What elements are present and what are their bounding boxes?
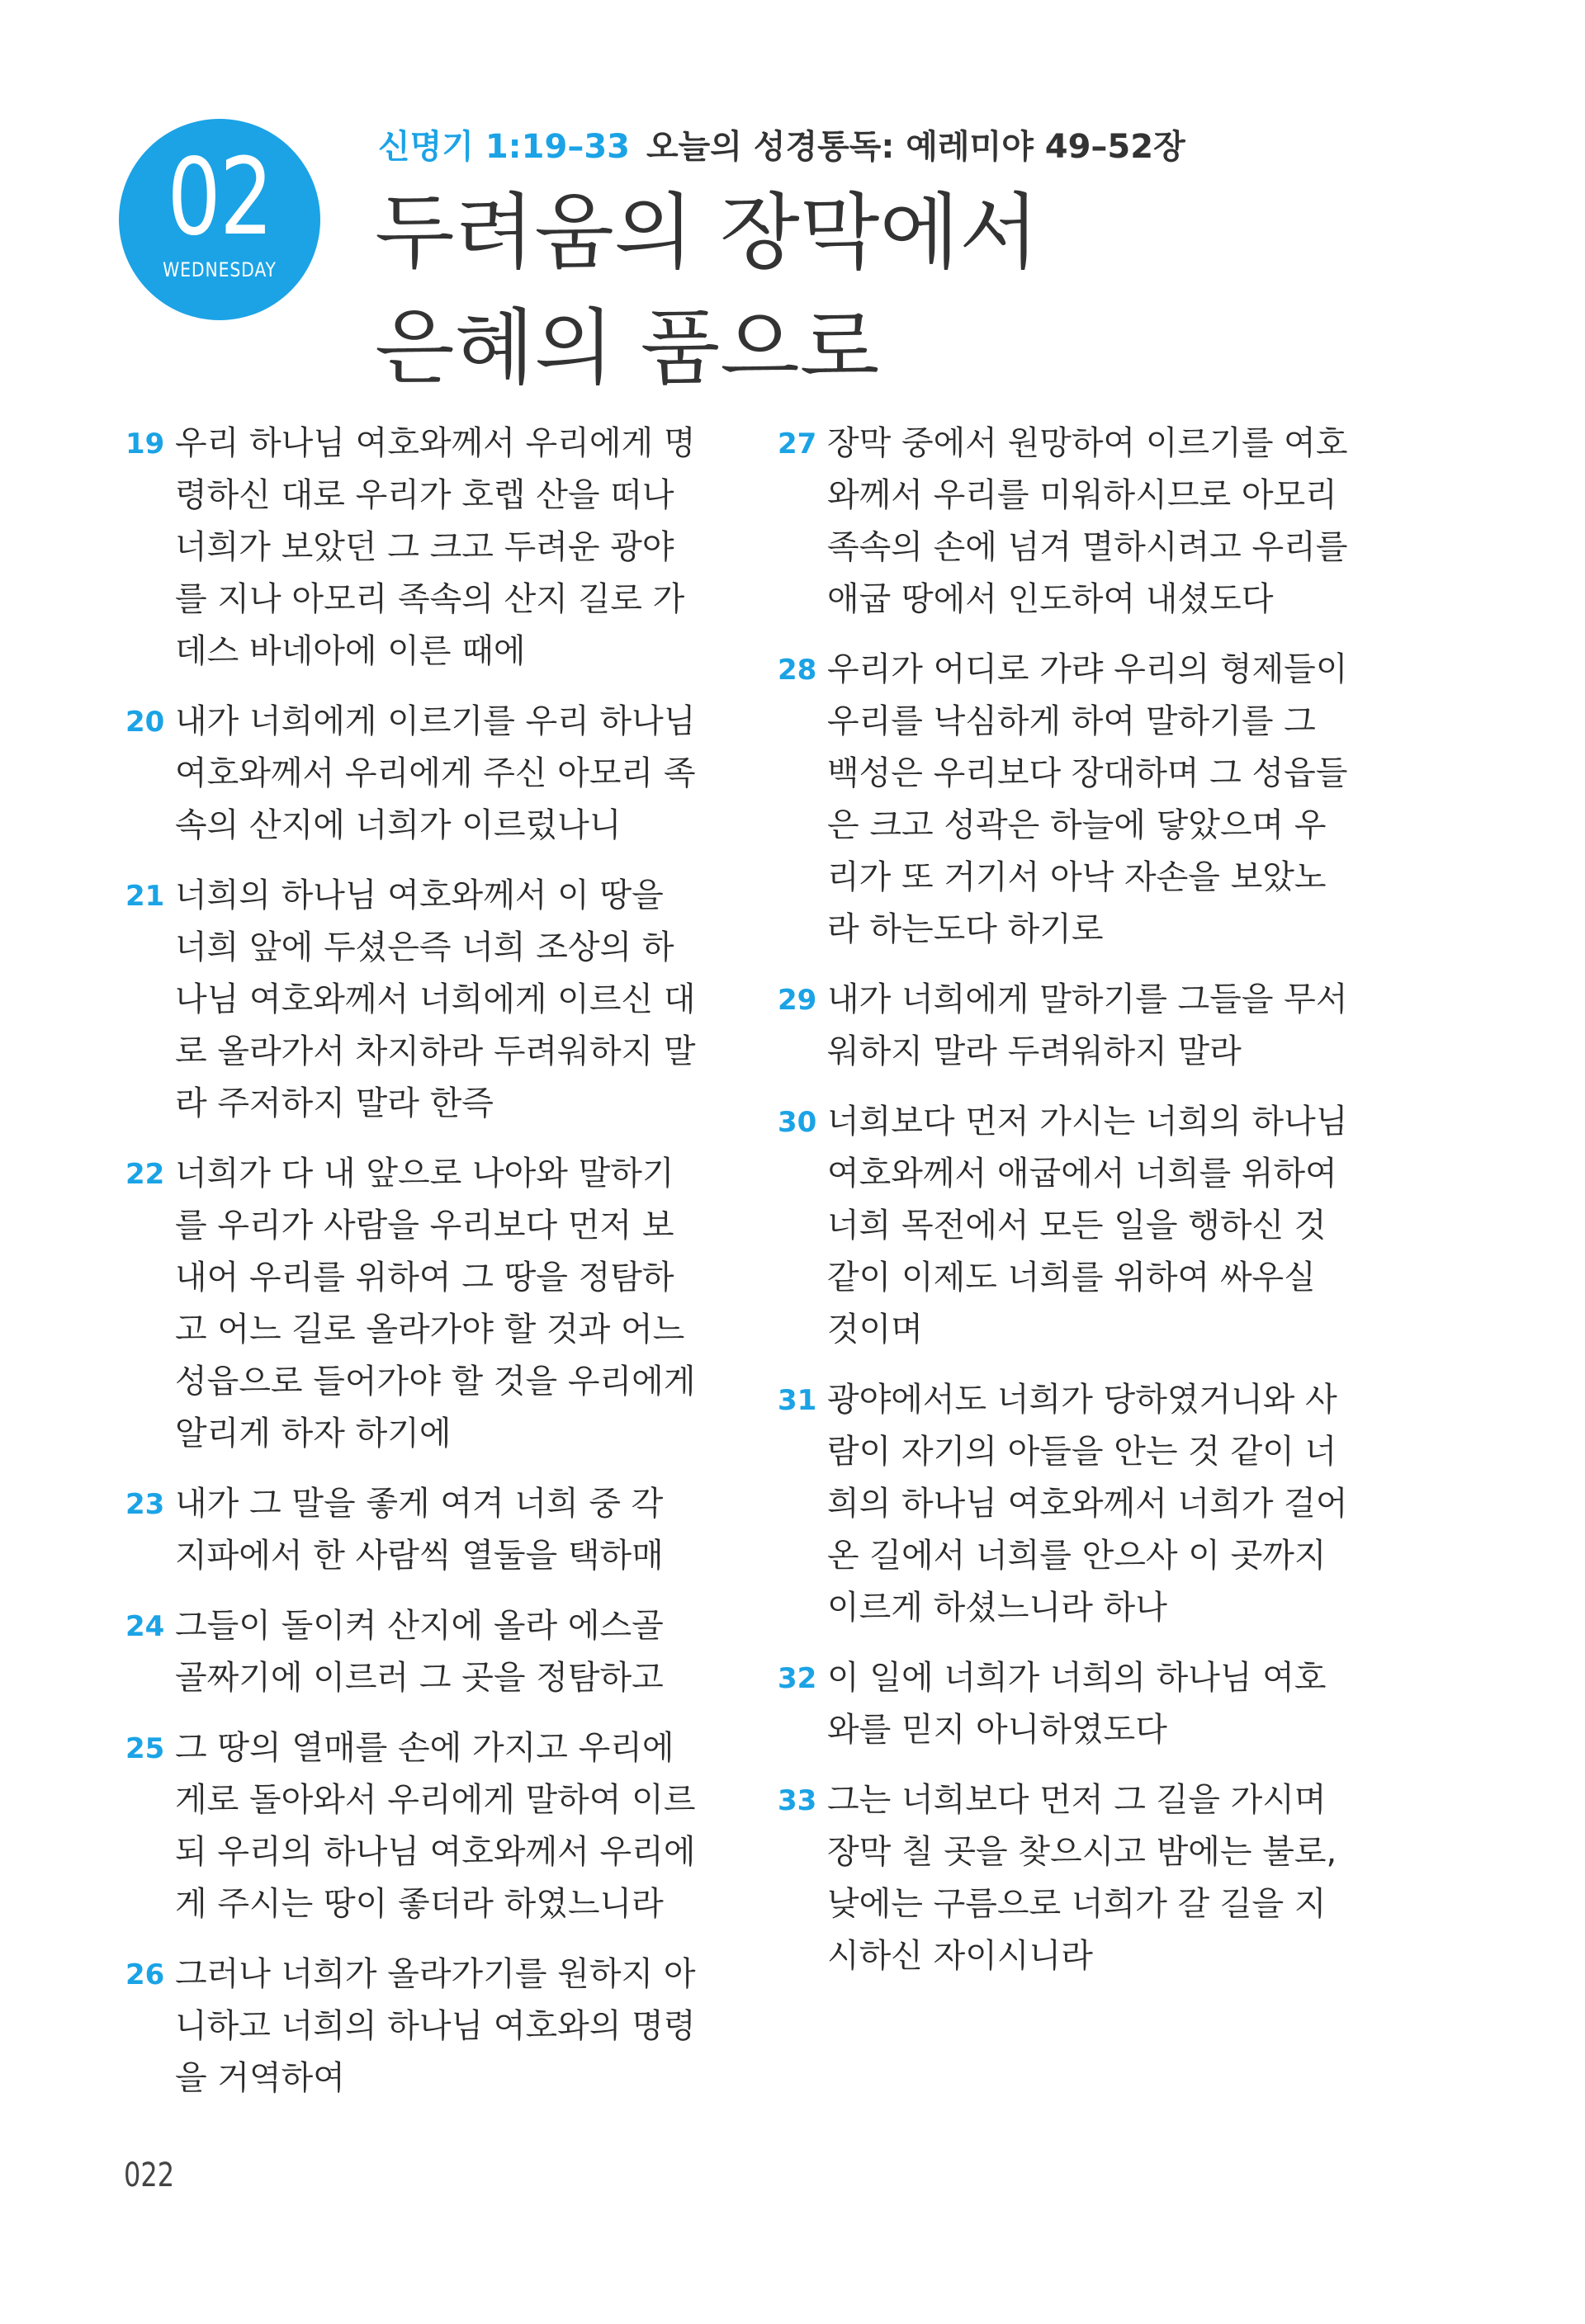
verse-text-line: 라 하는도다 하기로 bbox=[827, 910, 1104, 948]
verse-text-line: 나님 여호와께서 너희에게 이르신 대 bbox=[175, 980, 696, 1018]
verse-text-line: 이 일에 너희가 너희의 하나님 여호 bbox=[827, 1659, 1327, 1697]
verse-number: 27 bbox=[778, 427, 817, 461]
verse-25 bbox=[124, 1722, 735, 1930]
verse-30 bbox=[776, 1096, 1387, 1356]
verse-text-line: 장막 중에서 원망하여 이르기를 여호 bbox=[827, 424, 1348, 462]
verse-number: 23 bbox=[125, 1488, 165, 1521]
verse-text-line: 리가 또 거기서 아낙 자손을 보았노 bbox=[827, 858, 1327, 896]
verse-23 bbox=[124, 1478, 735, 1582]
verse-text-line: 를 지나 아모리 족속의 산지 길로 가 bbox=[175, 580, 685, 618]
day-badge bbox=[119, 119, 320, 320]
verse-27 bbox=[776, 418, 1387, 626]
verse-text-line: 라 주저하지 말라 한즉 bbox=[175, 1084, 494, 1122]
verse-text-line: 족속의 손에 넘겨 멸하시려고 우리를 bbox=[827, 528, 1348, 566]
verse-text-line: 이르게 하셨느니라 하나 bbox=[827, 1589, 1167, 1627]
verse-text-line: 은 크고 성곽은 하늘에 닿았으며 우 bbox=[827, 806, 1327, 844]
verse-text-line: 되 우리의 하나님 여호와께서 우리에 bbox=[175, 1833, 696, 1871]
verse-text-line: 내가 너희에게 이르기를 우리 하나님 bbox=[175, 702, 696, 740]
verse-text-line: 것이며 bbox=[827, 1311, 923, 1349]
verse-number: 19 bbox=[125, 427, 165, 461]
verse-text-line: 온 길에서 너희를 안으사 이 곳까지 bbox=[827, 1537, 1327, 1575]
scripture-reference bbox=[378, 124, 1185, 170]
verse-number: 33 bbox=[778, 1784, 817, 1817]
page-title bbox=[375, 175, 1039, 406]
verse-text-line: 고 어느 길로 올라가야 할 것과 어느 bbox=[175, 1311, 685, 1349]
verse-text-line: 우리를 낙심하게 하여 말하기를 그 bbox=[827, 702, 1316, 740]
verse-number: 32 bbox=[778, 1662, 817, 1695]
verse-text-line: 여호와께서 애굽에서 너희를 위하여 bbox=[827, 1155, 1337, 1193]
verse-text-line: 광야에서도 너희가 당하였거니와 사 bbox=[827, 1381, 1337, 1419]
verse-number: 26 bbox=[125, 1958, 165, 1991]
verse-text-line: 너희보다 먼저 가시는 너희의 하나님 bbox=[827, 1103, 1348, 1141]
verse-number: 30 bbox=[778, 1106, 817, 1139]
verse-text-line: 알리게 하자 하기에 bbox=[175, 1415, 452, 1452]
verse-text-line: 희의 하나님 여호와께서 너희가 걸어 bbox=[827, 1485, 1348, 1523]
verse-text-line: 을 거역하여 bbox=[175, 2059, 345, 2097]
verse-text-line: 와께서 우리를 미워하시므로 아모리 bbox=[827, 476, 1337, 514]
verse-text-line: 여호와께서 우리에게 주신 아모리 족 bbox=[175, 754, 696, 792]
verse-text-line: 내가 너희에게 말하기를 그들을 무서 bbox=[827, 980, 1348, 1018]
verse-number: 20 bbox=[125, 706, 165, 739]
verse-text-line: 우리 하나님 여호와께서 우리에게 명 bbox=[175, 424, 696, 462]
title-line: 두려움의 장막에서 bbox=[375, 184, 1039, 281]
verse-number: 29 bbox=[778, 984, 817, 1017]
verse-text-line: 그들이 돌이켜 산지에 올라 에스골 bbox=[175, 1607, 664, 1645]
verse-text-line: 우리가 어디로 가랴 우리의 형제들이 bbox=[827, 650, 1348, 688]
verse-number: 24 bbox=[125, 1610, 165, 1643]
verse-19 bbox=[124, 418, 735, 678]
verse-text-line: 그러나 너희가 올라가기를 원하지 아 bbox=[175, 1955, 696, 1993]
verse-text-line: 로 올라가서 차지하라 두려워하지 말 bbox=[175, 1032, 696, 1070]
right-scripture-column bbox=[776, 418, 1387, 2000]
verse-text-line: 백성은 우리보다 장대하며 그 성읍들 bbox=[827, 754, 1348, 792]
verse-text-line: 령하신 대로 우리가 호렙 산을 떠나 bbox=[175, 476, 674, 514]
verse-text-line: 같이 이제도 너희를 위하여 싸우실 bbox=[827, 1259, 1316, 1297]
verse-text-line: 골짜기에 이르러 그 곳을 정탐하고 bbox=[175, 1659, 664, 1697]
verse-text-line: 게 주시는 땅이 좋더라 하였느니라 bbox=[175, 1885, 664, 1923]
verse-number: 21 bbox=[125, 880, 165, 913]
verse-text-line: 낮에는 구름으로 너희가 갈 길을 지 bbox=[827, 1885, 1327, 1923]
verse-number: 31 bbox=[778, 1384, 817, 1417]
verse-text-line: 게로 돌아와서 우리에게 말하여 이르 bbox=[175, 1781, 696, 1819]
left-scripture-column bbox=[124, 418, 735, 2123]
verse-text-line: 너희 앞에 두셨은즉 너희 조상의 하 bbox=[175, 928, 674, 966]
verse-text-line: 니하고 너희의 하나님 여호와의 명령 bbox=[175, 2007, 696, 2045]
verse-text-line: 장막 칠 곳을 찾으시고 밤에는 불로, bbox=[827, 1833, 1337, 1871]
verse-32 bbox=[776, 1652, 1387, 1756]
verse-text-line: 그는 너희보다 먼저 그 길을 가시며 bbox=[827, 1781, 1327, 1819]
verse-number: 22 bbox=[125, 1158, 165, 1191]
verse-text-line: 너희가 보았던 그 크고 두려운 광야 bbox=[175, 528, 674, 566]
verse-text-line: 너희 목전에서 모든 일을 행하신 것 bbox=[827, 1207, 1327, 1245]
verse-31 bbox=[776, 1374, 1387, 1634]
verse-text-line: 성읍으로 들어가야 할 것을 우리에게 bbox=[175, 1363, 696, 1401]
verse-22 bbox=[124, 1148, 735, 1460]
verse-text-line: 너희가 다 내 앞으로 나아와 말하기 bbox=[175, 1155, 674, 1193]
passage-reference: 신명기 1:19–33 bbox=[378, 128, 631, 166]
day-of-week-label: WEDNESDAY bbox=[163, 258, 277, 281]
title-line: 은혜의 품으로 bbox=[375, 300, 880, 396]
verse-text-line: 내가 그 말을 좋게 여겨 너희 중 각 bbox=[175, 1485, 664, 1523]
verse-21 bbox=[124, 870, 735, 1130]
verse-text-line: 지파에서 한 사람씩 열둘을 택하매 bbox=[175, 1537, 664, 1575]
verse-text-line: 를 우리가 사람을 우리보다 먼저 보 bbox=[175, 1207, 674, 1245]
verse-text-line: 람이 자기의 아들을 안는 것 같이 너 bbox=[827, 1433, 1337, 1471]
verse-text-line: 내어 우리를 위하여 그 땅을 정탐하 bbox=[175, 1259, 674, 1297]
verse-33 bbox=[776, 1774, 1387, 1982]
verse-text-line: 시하신 자이시니라 bbox=[827, 1937, 1093, 1975]
verse-number: 25 bbox=[125, 1732, 165, 1765]
verse-text-line: 너희의 하나님 여호와께서 이 땅을 bbox=[175, 876, 664, 914]
verse-29 bbox=[776, 974, 1387, 1078]
reading-plan: 오늘의 성경통독: 예레미야 49–52장 bbox=[646, 128, 1185, 166]
verse-text-line: 그 땅의 열매를 손에 가지고 우리에 bbox=[175, 1729, 674, 1767]
day-number: 02 bbox=[167, 136, 272, 259]
verse-text-line: 애굽 땅에서 인도하여 내셨도다 bbox=[827, 580, 1274, 618]
verse-24 bbox=[124, 1600, 735, 1704]
verse-number: 28 bbox=[778, 654, 817, 687]
verse-26 bbox=[124, 1948, 735, 2104]
verse-text-line: 워하지 말라 두려워하지 말라 bbox=[827, 1032, 1242, 1070]
verse-text-line: 속의 산지에 너희가 이르렀나니 bbox=[175, 806, 622, 844]
page-number: 022 bbox=[124, 2156, 175, 2194]
verse-text-line: 데스 바네아에 이른 때에 bbox=[175, 632, 526, 670]
verse-28 bbox=[776, 644, 1387, 956]
verse-20 bbox=[124, 696, 735, 852]
verse-text-line: 와를 믿지 아니하였도다 bbox=[827, 1711, 1167, 1749]
